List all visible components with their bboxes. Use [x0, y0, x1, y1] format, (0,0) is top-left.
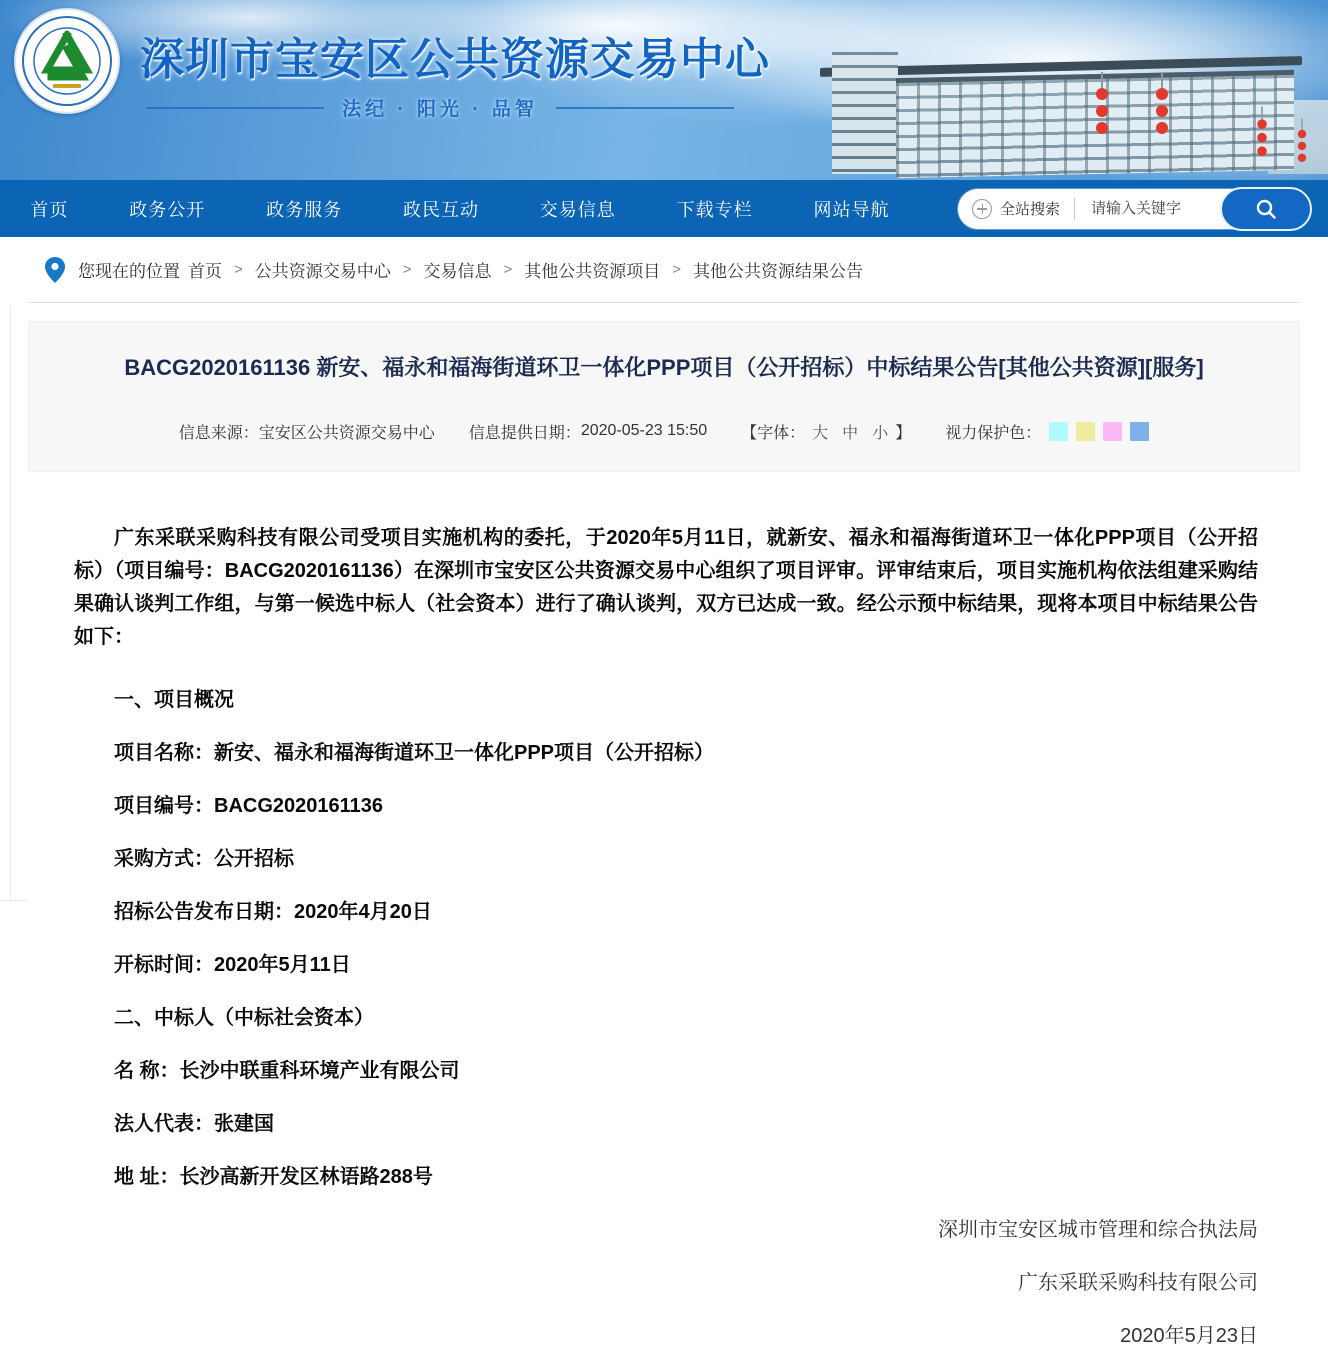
search-divider [1074, 198, 1075, 220]
address-line: 地 址：长沙高新开发区林语路288号 [114, 1165, 433, 1188]
section-heading-2: 二、中标人（中标社会资本） [114, 1006, 374, 1029]
nav-item-gov-open[interactable]: 政务公开 [129, 199, 206, 220]
eye-protect-swatch-yellow[interactable] [1076, 422, 1095, 441]
left-edge-line [10, 306, 11, 900]
font-size-small[interactable]: 小 [872, 424, 889, 442]
article-body [0, 472, 1328, 1353]
font-size-label-end: 】 [895, 424, 912, 442]
breadcrumb-item-results[interactable]: 其他公共资源结果公告 [693, 262, 864, 281]
procurement-method-line: 采购方式：公开招标 [114, 847, 294, 870]
winner-name-line: 名 称：长沙中联重科环境产业有限公司 [114, 1059, 460, 1082]
breadcrumb-separator: > [402, 261, 412, 278]
site-banner [0, 0, 1328, 180]
page-title: BACG2020161136 新安、福永和福海街道环卫一体化PPP项目（公开招标）中标结果公告[其他公共资源][服务] [124, 355, 1204, 380]
breadcrumb [28, 237, 1300, 303]
intro-paragraph: 广东采联采购科技有限公司受项目实施机构的委托，于2020年5月11日，就新安、福永和福海街道环卫一体化PPP项目（公开招标）（项目编号：BACG2020161136）在深圳市宝安区公共资源交易中心组织了项目评审。评审结束后，项目实施机构依法组建采购结果确认谈判工作组，与第一候选中标人（社会资本）进行了确认谈判，双方已达成一致。经公示预中标结果，现将本项目中标结果公告如下： [74, 526, 1258, 648]
font-size-control [741, 420, 911, 443]
main-nav [0, 180, 1328, 237]
search-scope-label[interactable]: 全站搜索 [1000, 201, 1061, 218]
section-heading-1: 一、项目概况 [114, 688, 234, 711]
nav-item-downloads[interactable]: 下载专栏 [676, 199, 753, 220]
site-search [958, 189, 1310, 229]
lantern-decor [1096, 88, 1108, 100]
project-name-line: 项目名称：新安、福永和福海街道环卫一体化PPP项目（公开招标） [114, 741, 715, 764]
eye-protect-label: 视力保护色： [945, 424, 1042, 442]
signature-date: 2020年5月23日 [1120, 1324, 1258, 1347]
info-date-value: 2020-05-23 15:50 [580, 422, 708, 440]
search-icon [1254, 197, 1278, 221]
nav-item-trade-info[interactable]: 交易信息 [539, 199, 616, 220]
location-pin-icon [44, 256, 66, 284]
eye-protect-swatch-blue[interactable] [1130, 422, 1149, 441]
info-date [469, 420, 707, 443]
nav-item-home[interactable]: 首页 [30, 199, 69, 220]
announcement-date-line: 招标公告发布日期：2020年4月20日 [114, 900, 432, 923]
font-size-large[interactable]: 大 [812, 424, 829, 442]
breadcrumb-prefix: 您现在的位置 [78, 262, 180, 281]
article-meta [53, 420, 1275, 443]
eye-protect-control [945, 420, 1149, 443]
bid-opening-date-line: 开标时间：2020年5月11日 [114, 953, 351, 976]
nav-items [0, 190, 920, 228]
site-slogan [140, 94, 740, 121]
logo-emblem-icon [21, 15, 113, 107]
breadcrumb-item-trade[interactable]: 交易信息 [423, 262, 492, 281]
site-title: 深圳市宝安区公共资源交易中心 [140, 35, 770, 84]
signature-block [74, 1214, 1258, 1353]
signature-agency-2: 广东采联采购科技有限公司 [1018, 1271, 1258, 1294]
eye-protect-swatch-cyan[interactable] [1049, 422, 1068, 441]
left-edge-tick [0, 900, 28, 901]
plus-circle-icon [972, 199, 992, 219]
font-size-label: 【字体： [741, 424, 806, 442]
slogan-text: 法纪 · 阳光 · 品智 [342, 99, 538, 121]
legal-rep-line: 法人代表：张建国 [114, 1112, 274, 1135]
slogan-line-left [146, 107, 324, 109]
breadcrumb-separator: > [503, 261, 513, 278]
signature-agency-1: 深圳市宝安区城市管理和综合执法局 [938, 1218, 1258, 1241]
lantern-decor [1156, 88, 1168, 100]
nav-item-sitemap[interactable]: 网站导航 [813, 199, 890, 220]
nav-item-gov-service[interactable]: 政务服务 [266, 199, 343, 220]
info-source-label: 信息来源： [178, 424, 259, 442]
breadcrumb-separator: > [672, 261, 682, 278]
lantern-decor [1257, 119, 1267, 129]
breadcrumb-item-center[interactable]: 公共资源交易中心 [254, 262, 391, 281]
article-header [28, 321, 1300, 472]
info-source [179, 420, 435, 443]
breadcrumb-item-other[interactable]: 其他公共资源项目 [524, 262, 661, 281]
site-logo [14, 8, 120, 114]
font-size-medium[interactable]: 中 [842, 424, 859, 442]
info-date-label: 信息提供日期： [468, 424, 581, 442]
breadcrumb-separator: > [234, 261, 243, 278]
lantern-decor [1298, 130, 1306, 138]
breadcrumb-item-home[interactable]: 首页 [188, 262, 222, 281]
project-number-line: 项目编号：BACG2020161136 [114, 794, 384, 817]
info-source-value: 宝安区公共资源交易中心 [258, 424, 435, 442]
building-photo [768, 30, 1328, 180]
eye-protect-swatch-pink[interactable] [1103, 422, 1122, 441]
nav-item-interaction[interactable]: 政民互动 [402, 199, 479, 220]
search-button[interactable] [1220, 187, 1312, 231]
slogan-line-right [556, 107, 734, 109]
